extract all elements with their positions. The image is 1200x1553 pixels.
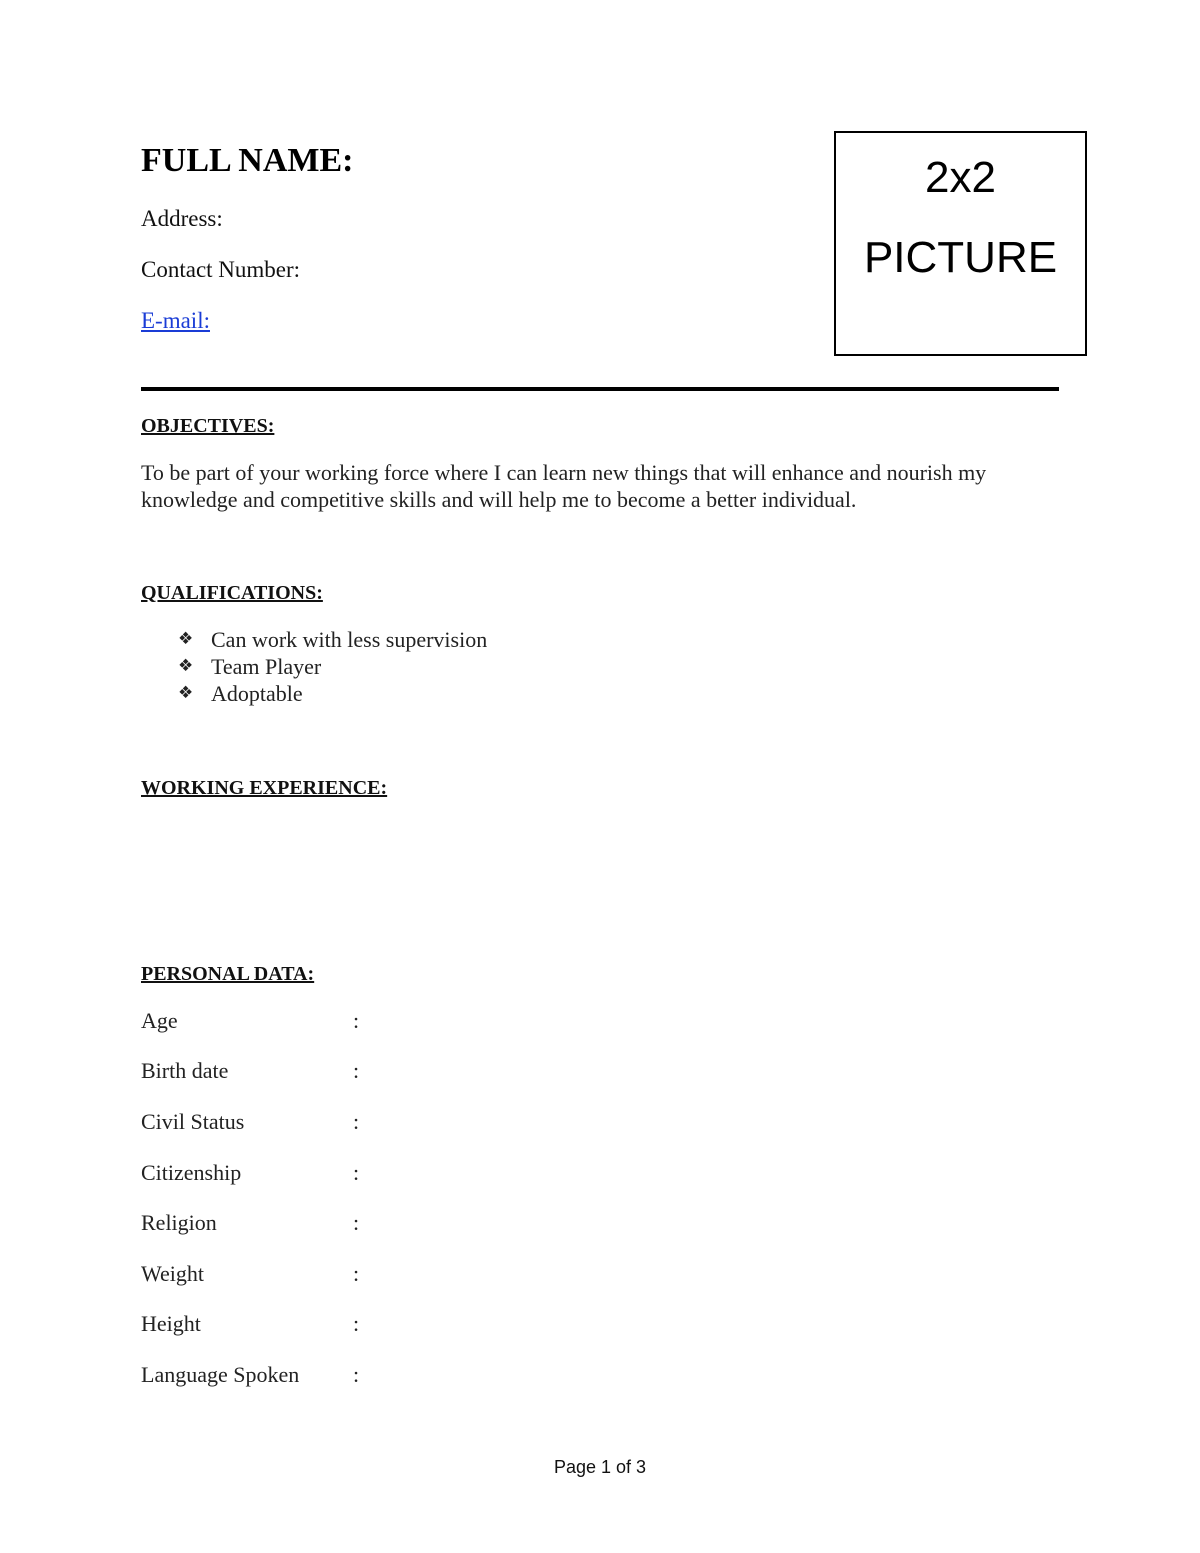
personal-data-row [141,1108,441,1136]
field-label-age: Age [141,1008,178,1033]
qualifications-list [178,626,487,707]
page-number: Page 1 of 3 [553,1457,647,1477]
personal-data-row [141,1361,441,1389]
field-separator: : [353,1210,360,1235]
field-separator: : [353,1008,360,1033]
address-label: Address: [141,206,223,231]
full-name-label: FULL NAME: [141,142,354,179]
diamond-bullet-icon: ❖ [178,629,194,649]
contact-number-label: Contact Number: [141,257,301,282]
personal-data-heading: PERSONAL DATA: [141,963,315,985]
list-item [178,626,487,653]
field-separator: : [353,1311,360,1336]
qualifications-heading: QUALIFICATIONS: [141,582,323,604]
field-separator: : [353,1109,360,1134]
field-label-weight: Weight [141,1261,204,1286]
photo-size-text: 2x2 [925,153,996,202]
qualification-text: Team Player [211,654,322,679]
field-separator: : [353,1160,360,1185]
list-item [178,653,487,680]
field-separator: : [353,1362,360,1387]
qualification-text: Can work with less supervision [211,627,488,652]
working-experience-heading: WORKING EXPERIENCE: [141,777,388,799]
header-divider [141,387,1059,391]
field-separator: : [353,1058,360,1083]
field-separator: : [353,1261,360,1286]
personal-data-row [141,1057,441,1085]
qualification-text: Adoptable [211,681,303,706]
field-label-religion: Religion [141,1210,217,1235]
list-item [178,680,487,707]
field-label-language-spoken: Language Spoken [141,1362,300,1387]
photo-placeholder-box [834,131,1087,356]
email-link[interactable]: E-mail: [141,308,210,333]
field-label-height: Height [141,1311,201,1336]
photo-picture-text: PICTURE [863,233,1058,282]
objectives-text: To be part of your working force where I can learn new things that will enhance and nourish my knowledge and competitive skills and will help me to become a better individual. [141,460,987,512]
field-label-citizenship: Citizenship [141,1160,242,1185]
personal-data-row [141,1209,441,1237]
personal-data-row [141,1310,441,1338]
diamond-bullet-icon: ❖ [178,656,194,676]
personal-data-row [141,1159,441,1187]
field-label-civil-status: Civil Status [141,1109,245,1134]
diamond-bullet-icon: ❖ [178,683,194,703]
personal-data-row [141,1007,441,1035]
field-label-birth-date: Birth date [141,1058,229,1083]
objectives-heading: OBJECTIVES: [141,415,275,437]
personal-data-row [141,1260,441,1288]
